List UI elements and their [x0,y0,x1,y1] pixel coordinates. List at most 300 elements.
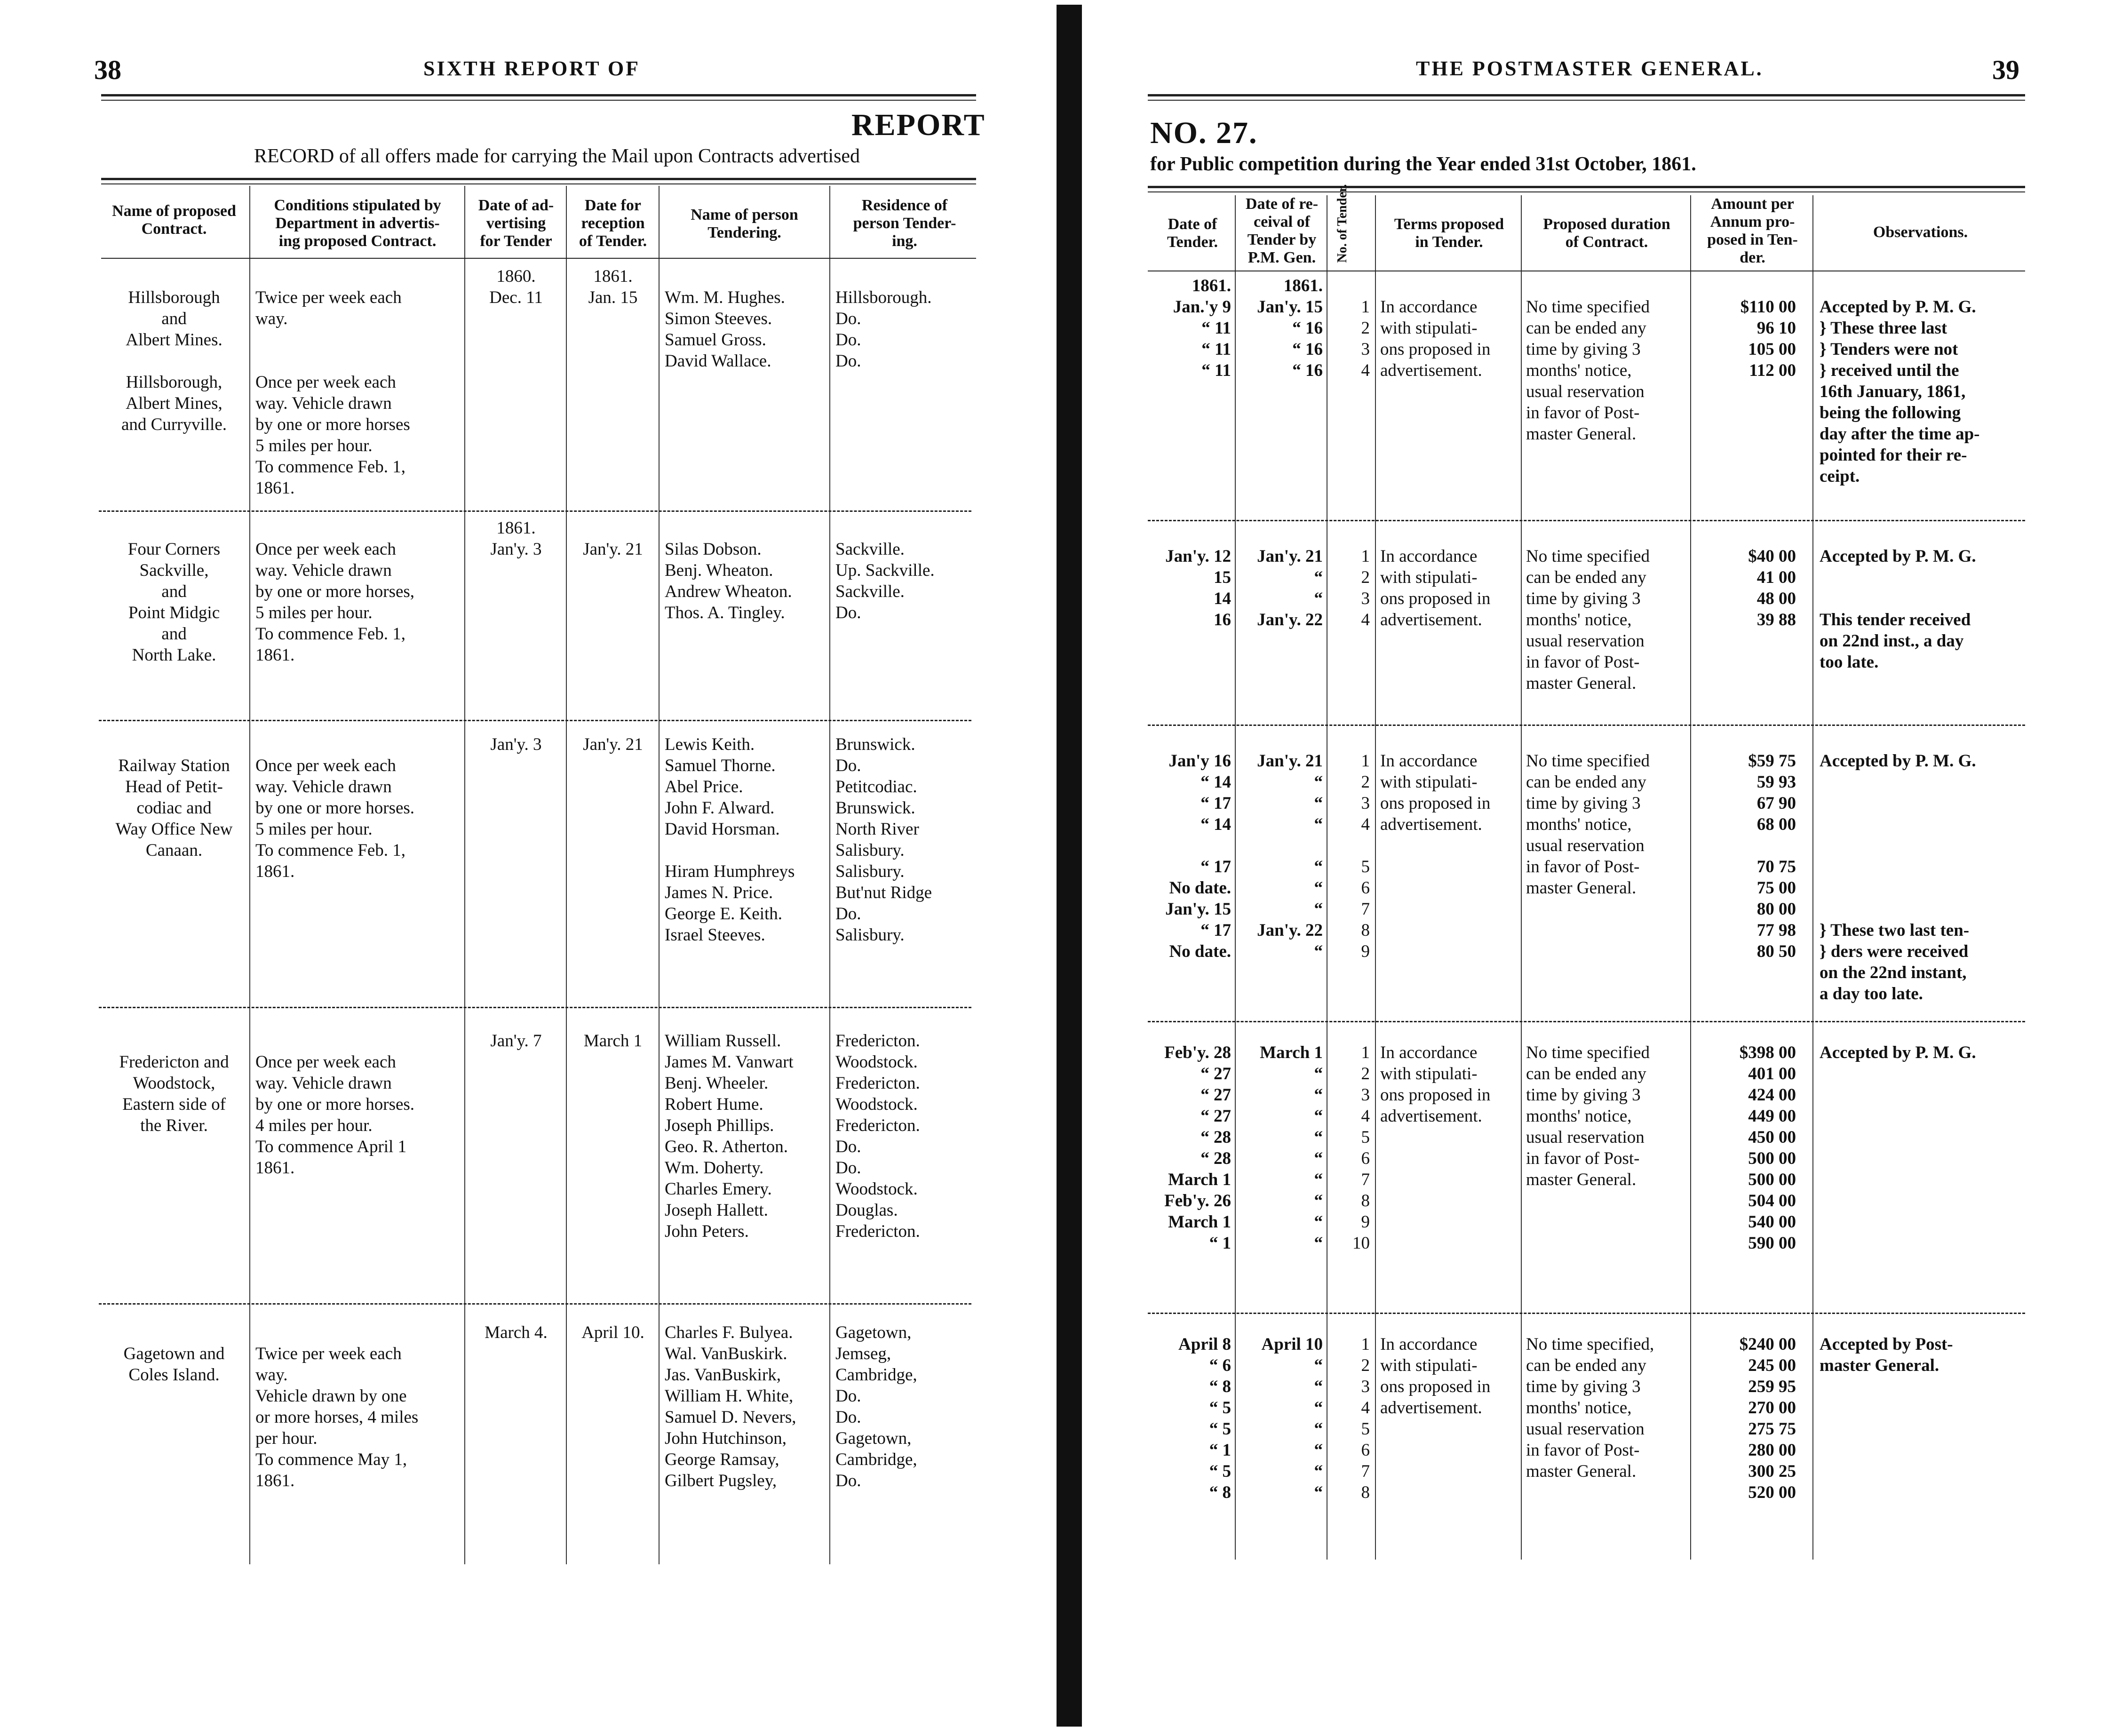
observation-line [1820,793,2024,814]
contract-duration-line: can be ended any [1526,1356,1646,1375]
tender-date-line: March 1 [1168,1170,1231,1189]
received-date-line: “ [1314,1234,1323,1253]
contract-conditions-line: by one or more horses [255,415,410,434]
date-advertising [467,1030,565,1051]
date-advertising-line: Dec. 11 [489,288,543,307]
tenderer-residence-line [835,266,977,287]
date-reception [568,734,658,755]
date-advertising [467,518,565,560]
tender-number-line: 2 [1361,1356,1370,1375]
tenderer-name [665,1030,827,1242]
contract-duration-line: in favor of Post- [1526,857,1640,876]
received-date-line: Jan'y. 22 [1257,610,1323,629]
header-date-tender-line: Tender. [1167,233,1218,251]
annual-amount-line: 401 00 [1748,1064,1796,1083]
tender-number-line: 4 [1361,610,1370,629]
date-reception-line: Jan'y. 21 [583,735,643,754]
received-date-line: “ [1314,1356,1323,1375]
tender-number-line: 3 [1361,589,1370,608]
tender-number-line: 4 [1361,361,1370,380]
running-head-right: THE POSTMASTER GENERAL. [1416,57,1764,80]
tender-number-line: 4 [1361,815,1370,834]
tenderer-residence-line: Salisbury. [835,862,905,881]
tender-number-line [1329,275,1370,296]
received-date-line: “ [1314,1149,1323,1168]
observation-line: Accepted by P. M. G. [1820,547,1976,566]
contract-duration-line: No time specified [1526,751,1650,771]
tenderer-residence-line: Brunswick. [835,798,915,818]
group-separator [1148,520,2025,521]
date-reception-line: March 1 [583,1031,643,1051]
contract-conditions-line: Once per week each [255,373,396,392]
contract-name-line: North Lake. [132,645,216,665]
page-number-right: 39 [1992,55,2019,85]
tenderer-name-line: Hiram Humphreys [665,862,795,881]
header-date-received [1237,195,1327,267]
header-residence [832,197,978,250]
contract-conditions-line: Twice per week each [255,1344,402,1363]
tender-terms [1380,1334,1518,1418]
date-reception-line: April 10. [581,1323,644,1342]
tenderer-name-line: Simon Steeves. [665,309,772,328]
tender-number-line: 8 [1361,921,1370,940]
annual-amount [1693,750,1796,962]
header-date-received-line: ceival of [1254,213,1310,231]
tenderer-residence-line: Brunswick. [835,735,915,754]
received-date-line: “ [1314,1128,1323,1147]
tenderer-name-line: Samuel Thorne. [665,756,776,775]
header-terms-line: in Tender. [1415,233,1483,251]
annual-amount-line: 41 00 [1756,568,1796,587]
tenderer-residence [835,1030,977,1242]
contract-conditions [255,1051,460,1179]
contract-duration-line: time by giving 3 [1526,1085,1641,1105]
contract-name [99,755,249,861]
tenderer-residence-line: Fredericton. [835,1074,920,1093]
contract-duration-line: months' notice, [1526,361,1632,380]
observation-line: day after the time ap- [1820,424,1980,444]
tenderer-residence-line: Do. [835,351,861,371]
contract-duration-line: master General. [1526,1170,1637,1189]
received-date-line: “ [1314,1064,1323,1083]
tenderer-name-line: Andrew Wheaton. [665,582,792,601]
contract-duration [1526,1334,1687,1482]
header-date-advertising [467,197,565,250]
tender-terms-line: advertisement. [1380,1107,1482,1126]
contract-duration-line: time by giving 3 [1526,794,1641,813]
tender-number [1329,1042,1370,1254]
annual-amount-line: 270 00 [1748,1398,1796,1417]
tenderer-name-line: James N. Price. [665,883,773,902]
tenderer-name-line [665,266,827,287]
tender-date-line: Feb'y. 28 [1164,1043,1231,1062]
contract-conditions-line: Once per week each [255,1052,396,1072]
tenderer-residence-line: Gagetown, [835,1429,912,1448]
contract-conditions-line: 1861. [255,1471,295,1490]
tender-number-line: 9 [1361,1212,1370,1232]
annual-amount-line: 450 00 [1748,1128,1796,1147]
tenderer-name-line: David Wallace. [665,351,771,371]
tender-number [1329,1334,1370,1503]
group-separator [1148,1021,2025,1022]
observation [1820,1042,2024,1063]
received-date-line: “ [1314,772,1323,792]
contract-name-line: Hillsborough, [126,373,223,392]
observation-line [1820,877,2024,899]
tender-number-line: 4 [1361,1107,1370,1126]
tenderer-name-line: John F. Alward. [665,798,775,818]
observation-line: pointed for their re- [1820,446,1967,465]
tenderer-name-line: Abel Price. [665,777,743,796]
tender-number-line: 2 [1361,319,1370,338]
tender-date-line: “ 8 [1209,1483,1231,1502]
annual-amount-line: 59 93 [1756,772,1796,792]
tenderer-name-line: Israel Steeves. [665,925,765,945]
tender-date-line: Jan'y 16 [1168,751,1231,771]
header-terms-line: Terms proposed [1394,215,1504,233]
tender-number-line: 5 [1361,1419,1370,1439]
annual-amount-line: 112 00 [1749,361,1796,380]
tenderer-name-line: Silas Dobson. [665,540,762,559]
tender-date-line: “ 17 [1200,921,1231,940]
tender-date [1150,1334,1231,1503]
tenderer-residence-line: Do. [835,330,861,350]
tender-date-line: Feb'y. 26 [1164,1191,1231,1210]
tenderer-residence [835,266,977,372]
received-date-line: “ [1314,900,1323,919]
contract-conditions [255,1343,460,1491]
tender-date-line: “ 5 [1209,1462,1231,1481]
tender-terms-line: ons proposed in [1380,1085,1491,1105]
header-person-line: Tendering. [707,224,781,241]
tenderer-name-line: Robert Hume. [665,1095,763,1114]
received-date-line: April 10 [1261,1335,1323,1354]
tenderer-name-line: John Peters. [665,1222,749,1241]
right-column-rule-3 [1521,195,1522,1560]
observation-line: on 22nd inst., a day [1820,631,1964,651]
observation-line [1820,856,2024,877]
annual-amount-line: 520 00 [1748,1483,1796,1502]
contract-conditions-line: way. Vehicle drawn [255,1074,392,1093]
contract-conditions-line: way. Vehicle drawn [255,561,392,580]
tenderer-name-line: George E. Keith. [665,904,783,924]
received-date-line: March 1 [1260,1043,1323,1062]
tenderer-residence-line: Do. [835,1386,861,1406]
contract-name-line: Railway Station [118,756,230,775]
tenderer-name-line [665,840,827,861]
tender-date-line: “ 8 [1209,1377,1231,1396]
header-date-reception-line: of Tender. [579,232,647,250]
tenderer-name-line: Charles Emery. [665,1179,772,1199]
right-column-rule-4 [1690,195,1691,1560]
contract-duration [1526,546,1687,694]
contract-conditions-line: way. Vehicle drawn [255,394,392,413]
contract-conditions-line: Vehicle drawn by one [255,1386,407,1406]
date-advertising-line: 1861. [496,518,536,538]
header-terms [1377,215,1521,251]
table-top-rule-right-thin [1148,191,2025,192]
contract-duration-line: usual reservation [1526,382,1645,401]
annual-amount-line: 105 00 [1748,340,1796,359]
annual-amount-line: 48 00 [1756,589,1796,608]
header-date-received-line: P.M. Gen. [1248,249,1316,266]
contract-conditions-line: by one or more horses. [255,1095,415,1114]
tender-number [1329,546,1370,630]
annual-amount-line: 75 00 [1756,878,1796,898]
header-residence-line: Residence of [861,197,948,214]
tender-date-line: Jan'y. 15 [1165,900,1231,919]
tenderer-residence-line: Up. Sackville. [835,561,935,580]
header-contract [99,202,249,238]
tenderer-name-line: John Hutchinson, [665,1429,787,1448]
tender-date-line: “ 17 [1200,857,1231,876]
tenderer-residence-line: Do. [835,309,861,328]
contract-duration [1526,296,1687,445]
date-advertising-line: Jan'y. 3 [490,540,542,559]
group-separator [99,1007,971,1008]
tenderer-residence-line: Douglas. [835,1201,898,1220]
tender-date-line: No date. [1169,878,1231,898]
tender-date-line: “ 5 [1209,1398,1231,1417]
observation-line [1820,275,2024,296]
annual-amount-line: $59 75 [1748,751,1796,771]
tenderer-name [665,518,827,623]
tender-date-line: “ 11 [1201,319,1231,338]
top-rule-right [1148,94,2025,96]
tender-number-line: 2 [1361,1064,1370,1083]
date-reception-line [568,518,658,539]
tenderer-name-line: Benj. Wheaton. [665,561,773,580]
annual-amount-line: 67 90 [1756,794,1796,813]
observation-line: ceipt. [1820,467,1860,486]
right-column-rule-5 [1812,195,1813,1560]
tender-number-line: 3 [1361,1085,1370,1105]
tender-date-line: “ 28 [1200,1149,1231,1168]
annual-amount-line: 540 00 [1748,1212,1796,1232]
report-heading: REPORT [851,108,985,142]
received-date [1237,1042,1323,1254]
contract-conditions [255,539,460,666]
left-column-rule-3 [659,186,660,1564]
tender-number-line: 3 [1361,1377,1370,1396]
contract-name-line: Fredericton and [119,1052,229,1072]
observation [1820,750,2024,1004]
tender-date-line: “ 27 [1200,1107,1231,1126]
tender-date [1150,750,1231,962]
header-person-line: Name of person [691,206,798,223]
contract-duration-line: usual reservation [1526,836,1645,855]
tender-number-line: 7 [1361,900,1370,919]
contract-duration-line: No time specified, [1526,1335,1654,1354]
page-number-left: 38 [94,55,121,85]
annual-amount-line: 500 00 [1748,1170,1796,1189]
tender-date-line: 14 [1214,589,1231,608]
contract-name-line: Canaan. [145,841,203,860]
date-advertising [467,734,565,755]
contract-conditions-line: 1861. [255,1158,295,1178]
tender-terms-line: ons proposed in [1380,1377,1491,1396]
received-date-line: “ [1314,1170,1323,1189]
contract-duration-line: time by giving 3 [1526,340,1641,359]
left-header-bottom-rule [101,258,976,259]
observation-line [1820,772,2024,793]
contract-duration-line: time by giving 3 [1526,1377,1641,1396]
annual-amount-line: $240 00 [1739,1335,1796,1354]
tenderer-name-line: David Horsman. [665,820,780,839]
tender-terms-line: advertisement. [1380,1398,1482,1417]
tenderer-residence-line: Woodstock. [835,1095,918,1114]
observation-line [1820,835,2024,856]
received-date-line: “ [1314,1377,1323,1396]
annual-amount-line: 77 98 [1756,921,1796,940]
contract-name-line: Way Office New [115,820,233,839]
header-duration-line: of Contract. [1565,233,1648,251]
contract-conditions-line: To commence April 1 [255,1137,407,1156]
contract-duration [1526,1042,1687,1190]
contract-duration-line: in favor of Post- [1526,403,1640,422]
tender-terms-line: In accordance [1380,297,1478,317]
record-caption: RECORD of all offers made for carrying the Mail upon Contracts advertised [254,145,860,167]
tenderer-name-line: Jas. VanBuskirk, [665,1365,781,1385]
header-amount-line: der. [1740,249,1765,266]
contract-name-line: the River. [140,1116,208,1135]
annual-amount-line: 504 00 [1748,1191,1796,1210]
right-column-rule-2 [1375,195,1376,1560]
report-caption: for Public competition during the Year ended 31st October, 1861. [1150,153,1696,175]
tender-terms-line: ons proposed in [1380,794,1491,813]
report-number: NO. 27. [1150,116,1258,150]
annual-amount-line: 280 00 [1748,1441,1796,1460]
received-date-line: Jan'y. 22 [1257,921,1323,940]
tender-date-line: 1861. [1192,276,1231,295]
header-observations: Observations. [1873,223,1968,241]
contract-name-line: Head of Petit- [125,777,223,796]
tender-date-line: “ 1 [1209,1441,1231,1460]
contract-duration-line: months' notice, [1526,815,1632,834]
header-date-advertising-line: vertising [486,215,546,232]
tender-number-line: 6 [1361,1149,1370,1168]
tenderer-residence [835,518,977,623]
contract-conditions-line: 5 miles per hour. [255,603,373,622]
tenderer-residence-line: North River [835,820,919,839]
contract-duration-line: can be ended any [1526,1064,1646,1083]
tender-number-line: 1 [1361,1043,1370,1062]
annual-amount-line: 96 10 [1756,319,1796,338]
tender-number [1329,275,1370,381]
header-date-tender [1150,215,1235,251]
tender-number-line: 4 [1361,1398,1370,1417]
right-page [1073,0,2106,1736]
contract-duration [1526,750,1687,899]
tender-date-line: “ 1 [1209,1234,1231,1253]
tender-date-line: No date. [1169,942,1231,961]
tender-date-line: April 8 [1178,1335,1231,1354]
observation-line: This tender received [1820,610,1971,629]
left-column-rule-2 [566,186,567,1564]
tenderer-residence-line: Do. [835,1158,861,1178]
received-date-line: “ [1314,589,1323,608]
annual-amount [1693,546,1796,630]
tenderer-residence-line: Cambridge, [835,1365,917,1385]
tenderer-name-line: George Ramsay, [665,1450,779,1469]
annual-amount-line [1693,835,1796,856]
contract-duration-line: No time specified [1526,297,1650,317]
tenderer-residence-line: Salisbury. [835,841,905,860]
header-amount-line: posed in Ten- [1707,231,1798,248]
header-amount [1693,195,1812,267]
group-separator [1148,725,2025,726]
observation-line: Accepted by P. M. G. [1820,297,1976,317]
header-date-reception-line: reception [581,215,645,232]
contract-conditions-line [255,350,460,372]
contract-name-line: Gagetown and [123,1344,225,1363]
received-date-line: Jan'y. 15 [1257,297,1323,317]
received-date [1237,750,1323,962]
contract-conditions-line: To commence May 1, [255,1450,407,1469]
contract-duration-line: months' notice, [1526,610,1632,629]
tender-date-line: “ 11 [1201,340,1231,359]
tenderer-residence-line: Do. [835,1408,861,1427]
tenderer-residence-line: Do. [835,756,861,775]
tenderer-name-line: Wal. VanBuskirk. [665,1344,787,1363]
tenderer-name-line: Gilbert Pugsley, [665,1471,777,1490]
tender-terms-line: In accordance [1380,1043,1478,1062]
tender-number-line: 2 [1361,772,1370,792]
observation-line: a day too late. [1820,984,1923,1003]
contract-conditions-line: Once per week each [255,756,396,775]
received-date-line: “ [1314,1191,1323,1210]
header-person [661,206,828,242]
left-column-rule-1 [464,186,465,1564]
header-conditions-line: Department in advertis- [275,215,440,232]
contract-conditions [255,287,460,499]
top-rule-right-thin [1148,100,2025,101]
tenderer-name-line: Samuel Gross. [665,330,766,350]
header-contract-line: Contract. [141,220,207,238]
tender-number-line: 1 [1361,297,1370,317]
observation [1820,275,2024,487]
received-date-line: 1861. [1283,276,1323,295]
tender-terms-line: In accordance [1380,751,1478,771]
group-separator [99,720,971,721]
contract-name-line: and [161,309,187,328]
date-reception [568,1322,658,1343]
table-top-rule-left-thin [101,183,976,184]
annual-amount-line: 68 00 [1756,815,1796,834]
received-date-line: Jan'y. 21 [1257,751,1323,771]
observation-line: master General. [1820,1356,1939,1375]
annual-amount-line: $110 00 [1740,297,1796,317]
annual-amount-line: 80 50 [1756,942,1796,961]
tenderer-name-line: Geo. R. Atherton. [665,1137,788,1156]
tenderer-name-line: Lewis Keith. [665,735,755,754]
contract-name-line: Point Midgic [128,603,220,622]
contract-duration-line: in favor of Post- [1526,1441,1640,1460]
tender-date-line: “ 27 [1200,1064,1231,1083]
contract-conditions-line: Once per week each [255,540,396,559]
received-date-line: “ [1314,815,1323,834]
observation [1820,546,2024,673]
tender-terms-line: ons proposed in [1380,340,1491,359]
header-date-advertising-line: for Tender [480,232,552,250]
tender-date-line: Jan'y. 12 [1165,547,1231,566]
observation-line: Accepted by P. M. G. [1820,751,1976,771]
tender-terms-line: In accordance [1380,1335,1478,1354]
tender-number-line: 2 [1361,568,1370,587]
received-date [1237,546,1323,630]
contract-duration-line: can be ended any [1526,772,1646,792]
tenderer-name-line: Joseph Hallett. [665,1201,768,1220]
